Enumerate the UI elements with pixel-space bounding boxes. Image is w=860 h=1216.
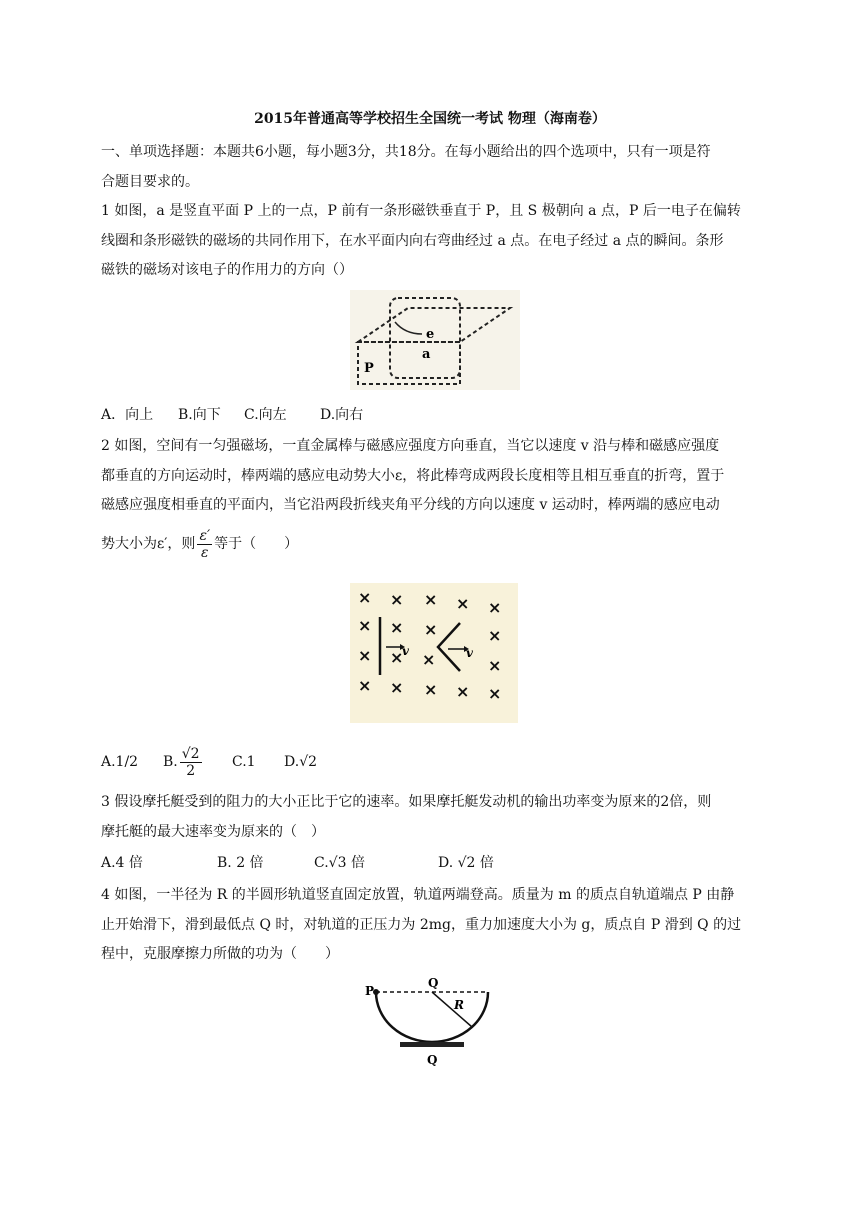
q2-cross: × <box>456 682 470 701</box>
q1-text-line2: 线圈和条形磁铁的磁场的共同作用下，在水平面内向右弯曲经过 a 点。在电子经过 a 点的瞬间。条形 <box>101 233 724 249</box>
q3-option-d: D. √2 倍 <box>438 855 494 871</box>
q2-option-a: A.1/2 <box>101 754 139 770</box>
q2-cross: × <box>358 616 372 635</box>
q1-option-d: D.向右 <box>320 407 364 423</box>
q2-option-b-numerator: √2 <box>181 745 200 762</box>
q2-cross: × <box>390 678 404 697</box>
q2-option-b-fraction <box>180 746 202 779</box>
q4-text-line1: 4 如图，一半径为 R 的半圆形轨道竖直固定放置，轨道两端登高。质量为 m 的质点自轨道端点 P 由静 <box>101 887 735 903</box>
q1-figure-magnet-plane <box>350 290 520 390</box>
q2-text-line3: 磁感应强度相垂直的平面内，当它沿两段折线夹角平分线的方向以速度 v 运动时，棒两端的感应电动 <box>101 497 720 513</box>
q2-cross: × <box>488 598 502 617</box>
q3-text-line2: 摩托艇的最大速率变为原来的（ ） <box>101 824 325 840</box>
q2-cross: × <box>424 620 438 639</box>
q4-text-line3: 程中，克服摩擦力所做的功为（ ） <box>101 946 339 962</box>
q3-option-c: C.√3 倍 <box>314 855 365 871</box>
q2-cross: × <box>456 594 470 613</box>
q2-text-line2: 都垂直的方向运动时，棒两端的感应电动势大小ε，将此棒弯成两段长度相等且相互垂直的折弯，置于 <box>101 468 725 484</box>
q1-option-c: C.向左 <box>244 407 287 423</box>
q2-cross: × <box>488 626 502 645</box>
q4-label-Q-bottom: Q <box>427 1053 438 1067</box>
q2-cross: × <box>488 684 502 703</box>
q2-ratio-fraction <box>197 528 212 561</box>
q2-cross: × <box>390 648 404 667</box>
q2-cross: × <box>422 650 436 669</box>
q2-option-b-prefix: B. <box>163 754 178 770</box>
q4-label-P: P <box>365 984 375 998</box>
q1-text-line3: 磁铁的磁场对该电子的作用力的方向（） <box>101 262 353 278</box>
q1-option-a: A．向上 <box>101 407 154 423</box>
section-instructions-line2: 合题目要求的。 <box>101 174 199 190</box>
q2-text-line4-pre: 势大小为ε′，则 <box>101 536 196 552</box>
q2-cross: × <box>358 588 372 607</box>
q2-text-line1: 2 如图，空间有一匀强磁场，一直金属棒与磁感应强度方向垂直，当它以速度 v 沿与棒和磁感应强度 <box>101 438 720 454</box>
q2-cross: × <box>488 656 502 675</box>
q3-option-b: B. 2 倍 <box>217 855 264 871</box>
q2-option-d-value: √2 <box>299 754 318 770</box>
q2-option-d-prefix: D. <box>284 754 300 770</box>
q2-text-line4 <box>101 522 761 566</box>
q2-cross: × <box>358 646 372 665</box>
q2-text-line4-post: 等于（ ） <box>214 536 299 552</box>
section-instructions-line1: 一、单项选择题：本题共6小题，每小题3分，共18分。在每小题给出的四个选项中，只有一项是符 <box>101 144 711 160</box>
q2-velocity-label-straight: v <box>402 644 409 658</box>
q2-option-b <box>163 740 204 784</box>
q2-option-c: C.1 <box>232 754 256 770</box>
q1-text-line1: 1 如图，a 是竖直平面 P 上的一点，P 前有一条形磁铁垂直于 P，且 S 极朝向 a 点，P 后一电子在偏转 <box>101 203 741 219</box>
q2-cross: × <box>390 618 404 637</box>
q1-label-a: a <box>422 347 431 362</box>
page-title: 2015年普通高等学校招生全国统一考试 物理（海南卷） <box>254 111 606 127</box>
q4-figure-semicircle-track <box>362 975 502 1070</box>
q2-cross: × <box>424 590 438 609</box>
q4-label-Q-top: Q <box>428 976 439 990</box>
q1-option-b: B.向下 <box>178 407 221 423</box>
q3-text-line1: 3 假设摩托艇受到的阻力的大小正比于它的速率。如果摩托艇发动机的输出功率变为原来的2倍，则 <box>101 794 712 810</box>
q4-label-R: R <box>454 998 464 1012</box>
q2-cross: × <box>358 676 372 695</box>
q2-ratio-denominator: ε <box>201 544 209 561</box>
q2-cross: × <box>424 680 438 699</box>
q2-ratio-numerator: ε′ <box>199 527 211 544</box>
q1-label-P: P <box>364 361 374 376</box>
q2-cross: × <box>390 590 404 609</box>
q2-option-b-denominator: 2 <box>186 762 196 779</box>
q2-option-d <box>284 740 317 784</box>
q3-option-a: A.4 倍 <box>101 855 143 871</box>
q2-velocity-label-bent: v <box>466 646 473 660</box>
q1-label-e: e <box>426 327 435 342</box>
q2-figure-magnetic-field <box>350 583 518 723</box>
q4-text-line2: 止开始滑下，滑到最低点 Q 时，对轨道的正压力为 2mg，重力加速度大小为 g，质点自 P 滑到 Q 的过 <box>101 917 742 933</box>
